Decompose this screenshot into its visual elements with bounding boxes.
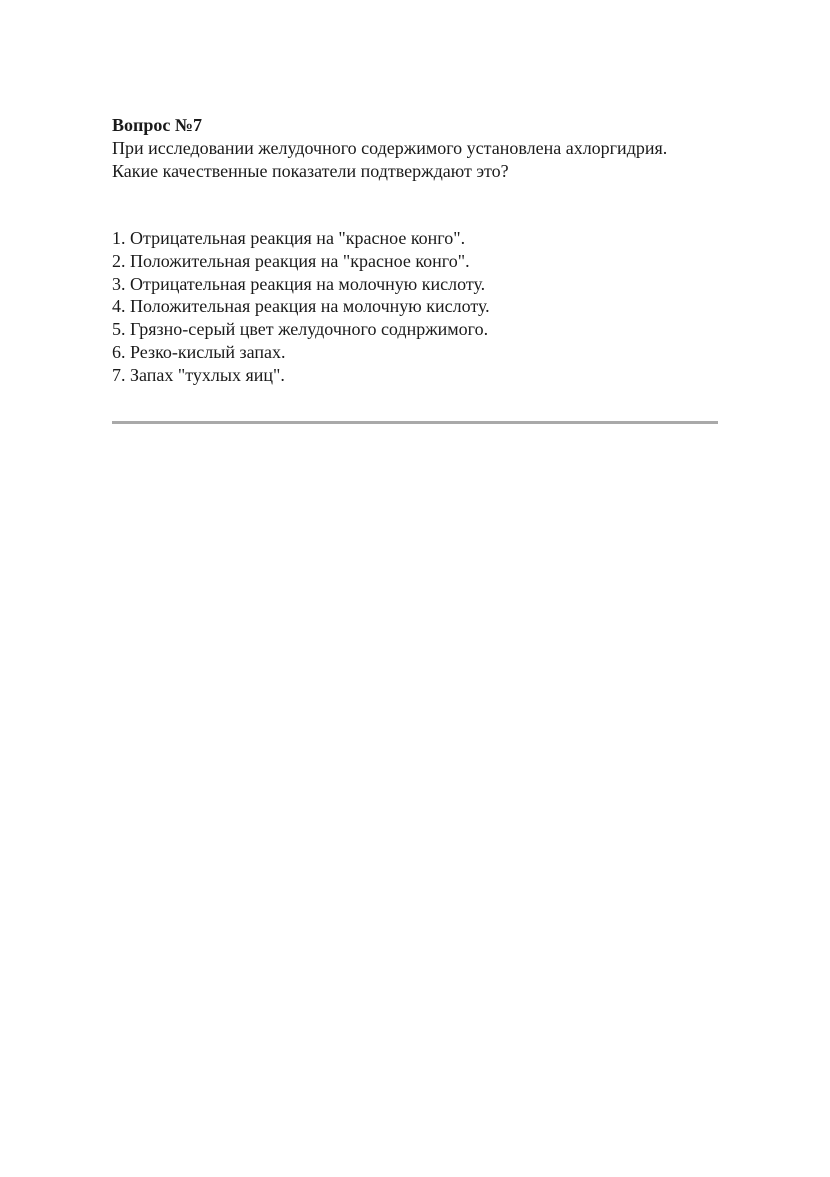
answer-option-4: 4. Положительная реакция на молочную кислоту.	[112, 296, 490, 317]
question-text: При исследовании желудочного содержимого установлена ахлоргидрия. Какие качественные показатели подтверждают это?	[112, 138, 668, 181]
answer-option-7: 7. Запах "тухлых яиц".	[112, 364, 285, 385]
horizontal-divider	[112, 421, 718, 424]
answer-option-3: 3. Отрицательная реакция на молочную кислоту.	[112, 273, 486, 294]
answer-option-5: 5. Грязно-серый цвет желудочного соднржимого.	[112, 319, 489, 340]
question-block	[112, 114, 722, 183]
answer-option-6: 6. Резко-кислый запах.	[112, 341, 286, 362]
answer-option-1: 1. Отрицательная реакция на "красное конго".	[112, 228, 466, 248]
question-title: Вопрос №7	[112, 115, 202, 135]
answer-option-2: 2. Положительная реакция на "красное конго".	[112, 250, 470, 271]
answer-list	[112, 227, 722, 387]
